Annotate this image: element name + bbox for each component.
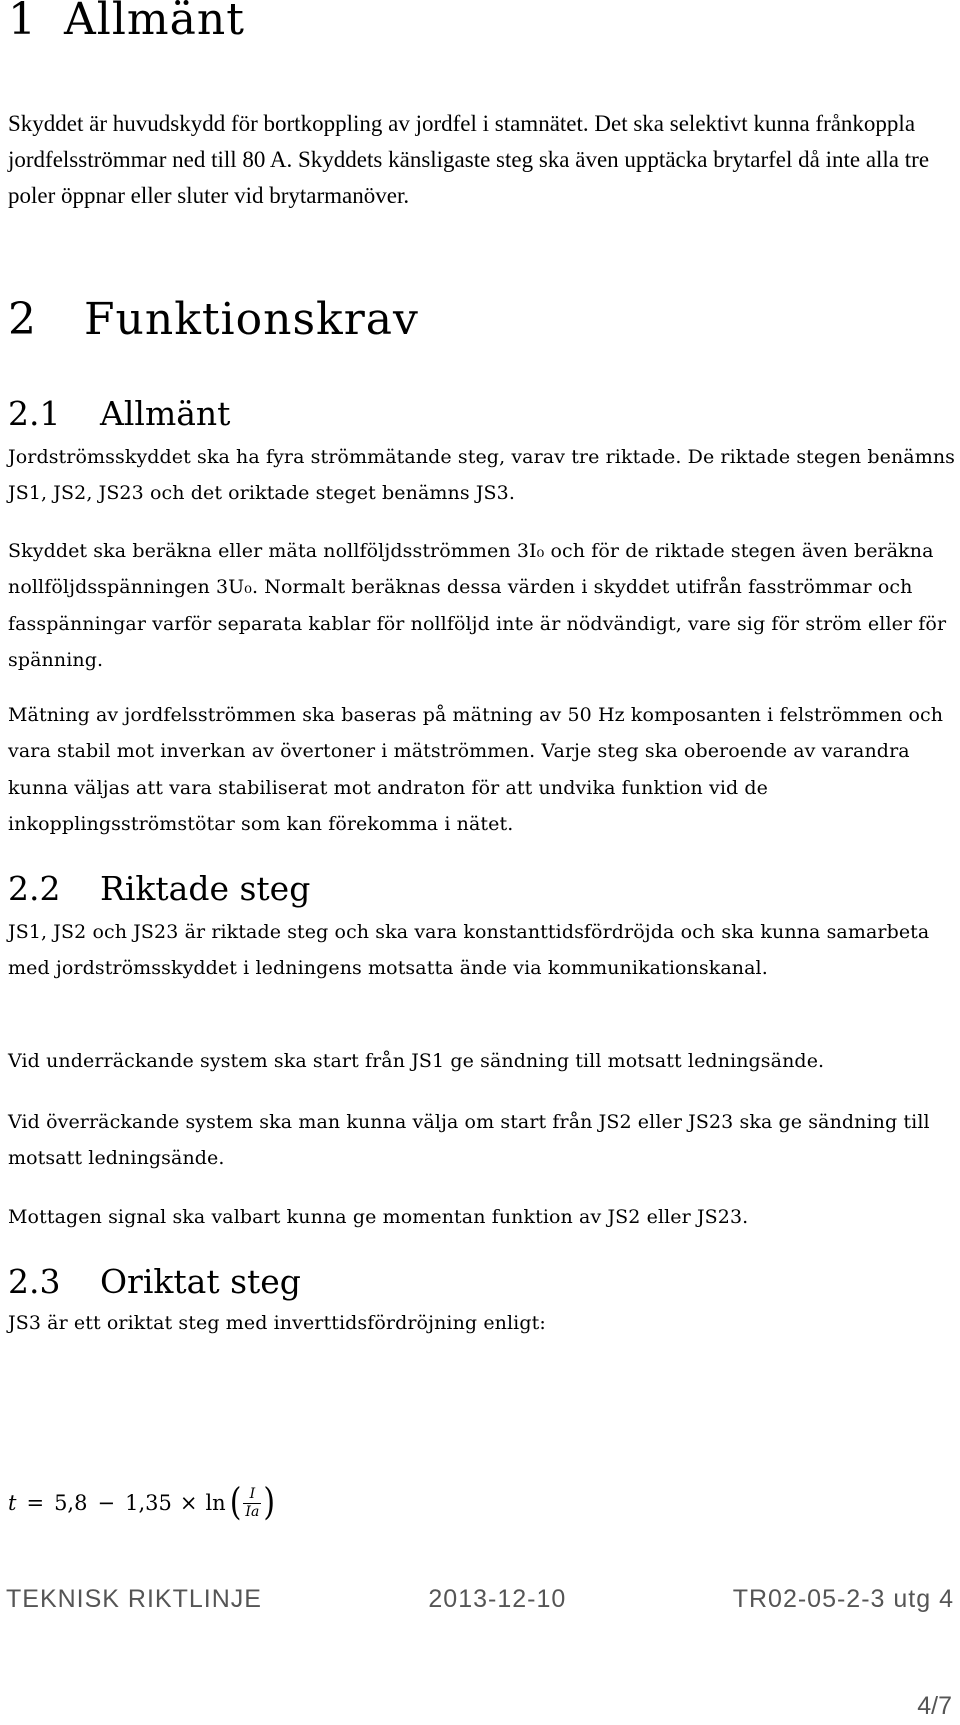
page-number: 4/7 [917,1692,952,1720]
footer-doc-type: TEKNISK RIKTLINJE [6,1585,262,1613]
section-2-1-paragraph-3: Mätning av jordfelsströmmen ska baseras på mätning av 50 Hz komposanten i felströmmen och vara stabil mot inverkan av övertoner i mätströmmen. Varje steg ska oberoende av varandra kunna väljas att vara stabiliserat mot andraton för att undvika funktion vid de inkopplingsströmstötar som kan förekomma i nätet. [8,704,944,835]
section-2-1-paragraph-1: Jordströmsskyddet ska ha fyra strömmätande steg, varav tre riktade. De riktade stegen benämns JS1, JS2, JS23 och det oriktade steget benämns JS3. [8,446,956,505]
section-title: Oriktat steg [100,1262,301,1301]
section-1-heading [8,0,245,45]
section-2-2-paragraph-3: Vid överräckande system ska man kunna välja om start från JS2 eller JS23 ska ge sändning till motsatt ledningsände. [8,1111,930,1170]
section-2-3-heading [8,1264,301,1300]
section-number: 2.1 [8,394,61,433]
footer-doc-id: TR02-05-2-3 utg 4 [732,1585,954,1613]
formula-minus: − [97,1491,116,1515]
formula-times: × [179,1491,198,1515]
page-footer [0,1585,960,1614]
formula-close-paren: ) [263,1480,276,1525]
section-number: 1 [8,0,37,45]
section-number: 2.2 [8,869,61,908]
section-2-1-paragraph-2: Skyddet ska beräkna eller mäta nollföljdsströmmen 3I₀ och för de riktade stegen även beräkna nollföljdsspänningen 3U₀. Normalt beräknas dessa värden i skyddet utifrån fasströmmar och fasspänningar varför separata kablar för nollföljd inte är nödvändigt, vare sig för ström eller för spänning. [8,540,947,671]
section-2-2-heading [8,871,310,907]
section-title: Riktade steg [100,869,311,908]
formula-denominator: Ia [245,1503,260,1520]
formula-constant-b: 1,35 [125,1491,172,1515]
section-2-heading [8,294,419,345]
delay-formula [8,1480,276,1525]
section-2-2-paragraph-1: JS1, JS2 och JS23 är riktade steg och ska vara konstanttidsfördröjda och ska kunna samarbeta med jordströmsskyddet i ledningens motsatta ände via kommunikationskanal. [8,921,930,980]
section-title: Funktionskrav [84,294,419,345]
section-1-paragraph: Skyddet är huvudskydd för bortkoppling av jordfel i stamnätet. Det ska selektivt kunna frånkoppla jordfelsströmmar ned till 80 A. Skyddets känsligaste steg ska även upptäcka brytarfel då inte alla tre poler öppnar eller sluter vid brytarmanöver. [8,111,930,208]
section-number: 2 [8,294,37,345]
formula-numerator: I [249,1485,256,1502]
section-2-3-paragraph-1: JS3 är ett oriktat steg med inverttidsfördröjning enligt: [8,1312,546,1334]
section-2-1-heading [8,396,230,432]
formula-equals: = [26,1491,45,1515]
section-2-2-paragraph-2: Vid underräckande system ska start från JS1 ge sändning till motsatt ledningsände. [8,1050,825,1072]
formula-ln: ln [205,1491,226,1515]
section-2-2-paragraph-4: Mottagen signal ska valbart kunna ge momentan funktion av JS2 eller JS23. [8,1206,749,1228]
formula-fraction [243,1486,261,1521]
formula-open-paren: ( [229,1480,242,1525]
section-title: Allmänt [100,394,231,433]
formula-lhs: t [8,1491,17,1515]
section-title: Allmänt [64,0,245,45]
section-number: 2.3 [8,1262,61,1301]
footer-date: 2013-12-10 [428,1585,567,1613]
formula-constant-a: 5,8 [54,1491,88,1515]
